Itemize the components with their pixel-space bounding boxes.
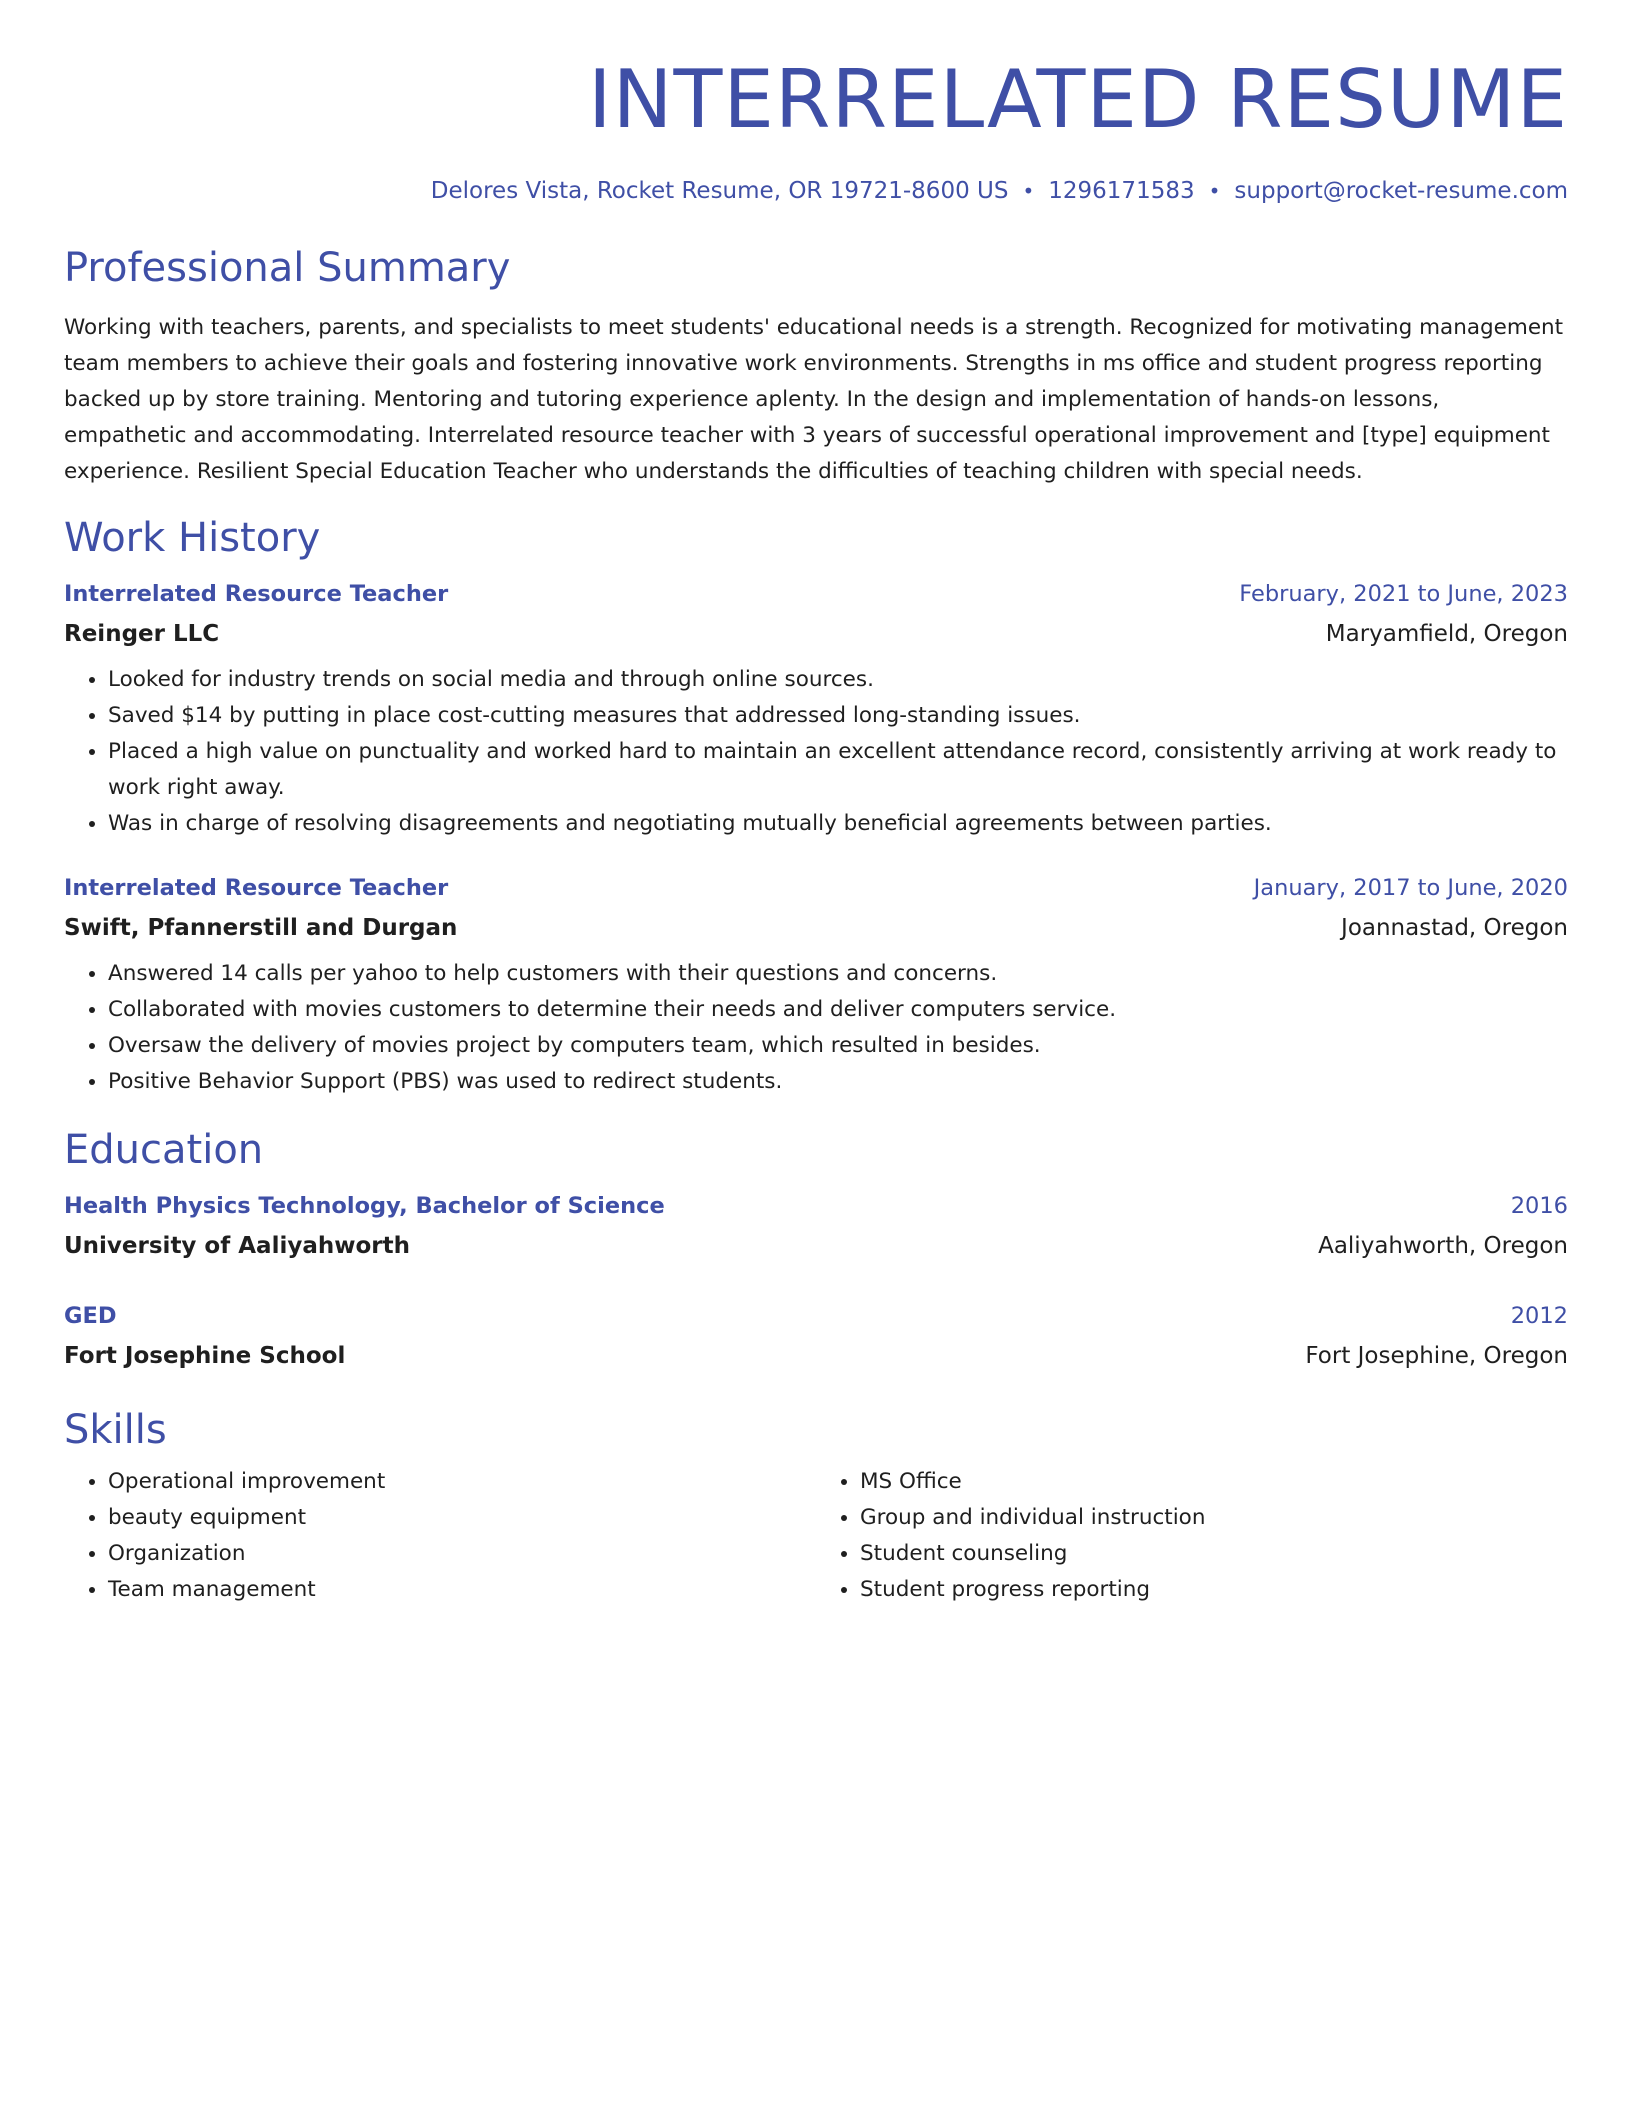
job-company: Reinger LLC [64,621,220,647]
job-bullet: • Saved $14 by putting in place cost-cutting measures that addressed long-standing issues. [108,698,1568,734]
skill-item: • Group and individual instruction [860,1500,1568,1536]
job-company-row [64,614,1568,654]
job-dates: January, 2017 to June, 2020 [1253,875,1568,901]
education-degree: GED [64,1303,117,1329]
contact-email[interactable]: support@rocket-resume.com [1234,178,1568,204]
skill-item: • beauty equipment [108,1500,816,1536]
job-bullet: • Looked for industry trends on social media and through online sources. [108,662,1568,698]
resume-name: INTERRELATED RESUME [588,53,1568,146]
section-heading-work: Work History [64,515,321,561]
contact-line [64,178,1568,204]
skill-item: • MS Office [860,1464,1568,1500]
job-bullet: • Collaborated with movies customers to determine their needs and deliver computers service. [108,992,1568,1028]
education-school-row [64,1336,1568,1376]
job-dates: February, 2021 to June, 2023 [1239,581,1568,607]
education-school-row [64,1226,1568,1266]
job-location: Maryamfield, Oregon [1325,621,1568,647]
job-bullet: • Was in charge of resolving disagreements and negotiating mutually beneficial agreements between parties. [108,806,1568,842]
skills-section [64,1406,1568,1608]
job-bullet: • Placed a high value on punctuality and worked hard to maintain an excellent attendance record, consistently arriving at work ready to work right away. [108,734,1568,806]
job-entry [64,574,1568,842]
education-degree: Health Physics Technology, Bachelor of Science [64,1193,665,1219]
education-entry [64,1296,1568,1376]
education-location: Aaliyahworth, Oregon [1318,1233,1568,1259]
job-title-row [64,868,1568,908]
skill-item: • Student counseling [860,1536,1568,1572]
job-company: Swift, Pfannerstill and Durgan [64,915,458,941]
job-entry [64,868,1568,1100]
education-year: 2012 [1510,1303,1568,1329]
job-bullets [64,956,1568,1100]
job-bullets [64,662,1568,842]
skill-item: • Organization [108,1536,816,1572]
job-title: Interrelated Resource Teacher [64,875,449,901]
section-heading-education: Education [64,1127,264,1173]
education-school: Fort Josephine School [64,1343,346,1369]
skill-item: • Team management [108,1572,816,1608]
job-bullet: • Oversaw the delivery of movies project by computers team, which resulted in besides. [108,1028,1568,1064]
professional-summary-section [64,244,1568,490]
education-school: University of Aaliyahworth [64,1233,410,1259]
education-section [64,1126,1568,1376]
skills-column-right [816,1464,1568,1608]
education-entry [64,1186,1568,1266]
skills-grid [64,1464,1568,1608]
education-degree-row [64,1296,1568,1336]
work-history-section [64,514,1568,1100]
skills-column-left [64,1464,816,1608]
resume-header [64,0,1568,204]
education-year: 2016 [1510,1193,1568,1219]
contact-phone[interactable]: 1296171583 [1048,178,1195,204]
job-bullet: • Answered 14 calls per yahoo to help customers with their questions and concerns. [108,956,1568,992]
section-heading-summary: Professional Summary [64,245,511,291]
education-degree-row [64,1186,1568,1226]
job-title: Interrelated Resource Teacher [64,581,449,607]
job-bullet: • Positive Behavior Support (PBS) was used to redirect students. [108,1064,1568,1100]
education-location: Fort Josephine, Oregon [1305,1343,1568,1369]
contact-address: Delores Vista, Rocket Resume, OR 19721-8600 US [430,178,1009,204]
contact-separator: • [1022,179,1035,203]
contact-separator: • [1208,179,1221,203]
job-company-row [64,908,1568,948]
job-location: Joannastad, Oregon [1341,915,1568,941]
skill-item: • Operational improvement [108,1464,816,1500]
skill-item: • Student progress reporting [860,1572,1568,1608]
section-heading-skills: Skills [64,1407,167,1453]
summary-text: Working with teachers, parents, and specialists to meet students' educational needs is a strength. Recognized for motivating management team members to achieve their goals and fostering innovative work environments. Strengths in ms office and student progress reporting backed up by store training. Mentoring and tutoring experience aplenty. In the design and implementation of hands-on lessons, empathetic and accommodating. Interrelated resource teacher with 3 years of successful operational improvement and [type] equipment experience. Resilient Special Education Teacher who understands the difficulties of teaching children with special needs. [64,315,1564,484]
job-title-row [64,574,1568,614]
